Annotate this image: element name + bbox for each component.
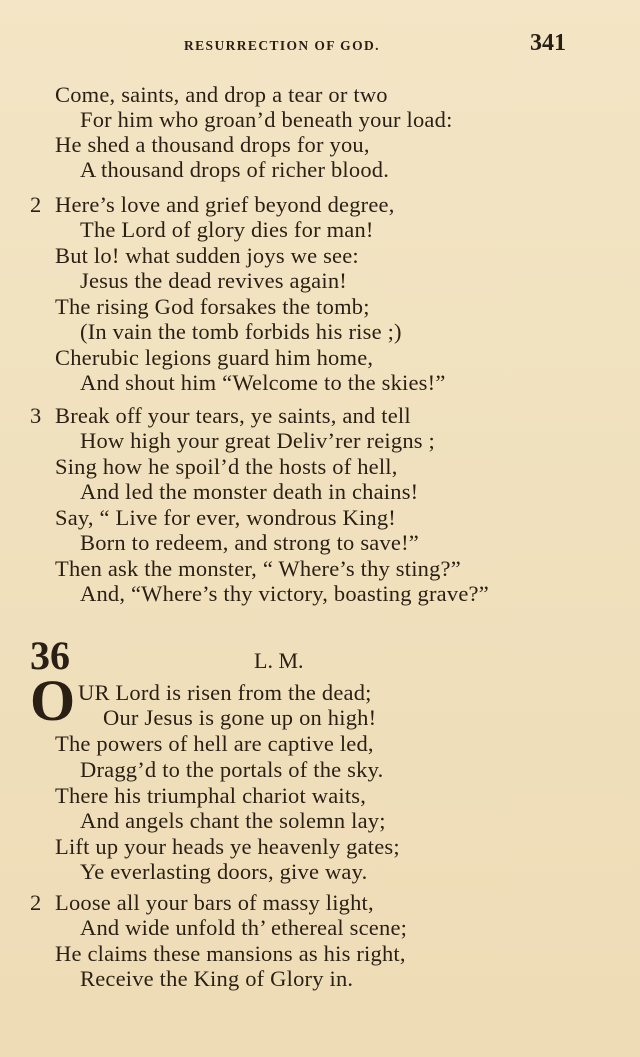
page-number: 341: [530, 30, 566, 56]
verse-line: Dragg’d to the portals of the sky.: [80, 757, 384, 782]
verse-line: Then ask the monster, “ Where’s thy sting?”: [55, 556, 461, 581]
stanza-number: 2: [30, 890, 42, 915]
verse-line: Born to redeem, and strong to save!”: [80, 530, 419, 555]
verse-line: And wide unfold th’ ethereal scene;: [80, 915, 408, 940]
verse-line: How high your great Deliv’rer reigns ;: [80, 428, 435, 453]
verse-line: But lo! what sudden joys we see:: [55, 243, 359, 268]
verse-line: Our Jesus is gone up on high!: [103, 705, 377, 730]
verse-line: Jesus the dead revives again!: [80, 268, 347, 293]
verse-line: For him who groan’d beneath your load:: [80, 107, 453, 132]
verse-line: Here’s love and grief beyond degree,: [55, 192, 395, 217]
hymn-meter: L. M.: [254, 648, 304, 673]
stanza-number: 2: [30, 192, 42, 217]
verse-line: And led the monster death in chains!: [80, 479, 419, 504]
verse-line: Cherubic legions guard him home,: [55, 345, 374, 370]
verse-line: A thousand drops of richer blood.: [80, 157, 390, 182]
verse-line: Receive the King of Glory in.: [80, 966, 354, 991]
running-header: [0, 30, 640, 60]
verse-line: Sing how he spoil’d the hosts of hell,: [55, 454, 398, 479]
verse-line: Loose all your bars of massy light,: [55, 890, 374, 915]
verse-line: The powers of hell are captive led,: [55, 731, 374, 756]
header-title: RESURRECTION OF GOD.: [184, 38, 380, 53]
verse-line: Break off your tears, ye saints, and tell: [55, 403, 411, 428]
verse-line: Ye everlasting doors, give way.: [80, 859, 368, 884]
drop-cap: O: [30, 668, 76, 733]
verse-line: He claims these mansions as his right,: [55, 941, 406, 966]
verse-line: The rising God forsakes the tomb;: [55, 294, 370, 319]
verse-line: And angels chant the solemn lay;: [80, 808, 386, 833]
verse-line: There his triumphal chariot waits,: [55, 783, 367, 808]
stanza-number: 3: [30, 403, 42, 428]
verse-line: Lift up your heads ye heavenly gates;: [55, 834, 400, 859]
verse-line: UR Lord is risen from the dead;: [78, 680, 372, 705]
verse-line: The Lord of glory dies for man!: [80, 217, 374, 242]
verse-line: He shed a thousand drops for you,: [55, 132, 370, 157]
hymn-number: 36: [30, 633, 70, 678]
verse-line: Say, “ Live for ever, wondrous King!: [55, 505, 396, 530]
verse-line: And shout him “Welcome to the skies!”: [80, 370, 446, 395]
verse-line: And, “Where’s thy victory, boasting grave?”: [80, 581, 489, 606]
verse-line: Come, saints, and drop a tear or two: [55, 82, 388, 107]
verse-line: (In vain the tomb forbids his rise ;): [80, 319, 402, 344]
